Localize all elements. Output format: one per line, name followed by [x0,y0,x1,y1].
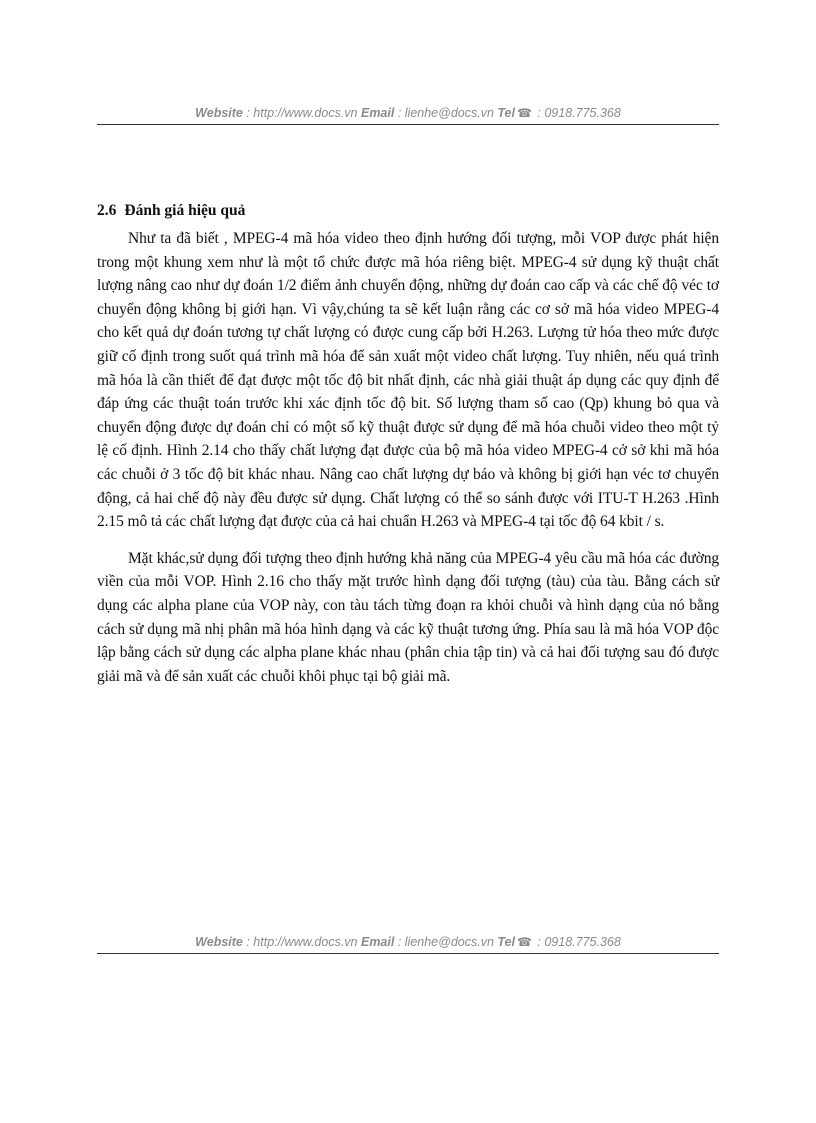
footer-tel-value: : 0918.775.368 [533,935,621,949]
tel-label: Tel [497,106,515,120]
website-link[interactable]: : http://www.docs.vn [242,106,361,120]
website-label: Website [195,106,243,120]
footer-phone-icon: ☎ [516,935,532,949]
footer-email-link[interactable]: : lienhe@docs.vn [394,935,498,949]
email-link[interactable]: : lienhe@docs.vn [394,106,498,120]
paragraph-2: Mặt khác,sử dụng đối tượng theo định hướng khả năng của MPEG-4 yêu cầu mã hóa các đường viền của mỗi VOP. Hình 2.16 cho thấy mặt trước hình dạng đối tượng (tàu) của tàu. Bằng cách sử dụng các alpha plane của VOP này, con tàu tách từng đoạn ra khỏi chuỗi và hình dạng của nó bằng cách sử dụng mã nhị phân mã hóa hình dạng và các kỹ thuật tương ứng. Phía sau là mã hóa VOP độc lập bằng cách sử dụng các alpha plane khác nhau (phân chia tập tin) và cả hai đối tượng sau đó được giải mã và để sản xuất các chuỗi khôi phục tại bộ giải mã. [97,549,719,685]
phone-icon: ☎ [516,106,532,120]
section-number: 2.6 [97,202,117,219]
page-footer [97,935,719,949]
header-divider [97,124,719,125]
footer-email-label: Email [360,935,395,949]
email-label: Email [360,106,395,120]
page-header [97,106,719,120]
footer-website-link[interactable]: : http://www.docs.vn [242,935,361,949]
footer-divider [97,953,719,954]
document-body [97,199,719,688]
section-heading [97,199,719,223]
footer-website-label: Website [195,935,243,949]
footer-tel-label: Tel [497,935,515,949]
paragraph-1: Như ta đã biết , MPEG-4 mã hóa video theo định hướng đối tượng, mỗi VOP được phát hiện trong một khung xem như là một tổ chức được mã hóa riêng biệt. MPEG-4 sử dụng kỹ thuật chất lượng nâng cao như dự đoán 1/2 điểm ảnh chuyển động, những dự đoán cao cấp và các chế độ véc tơ chuyển động không bị giới hạn. Vì vậy,chúng ta sẽ kết luận rằng các cơ sở mã hóa video MPEG-4 cho kết quả dự đoán tương tự chất lượng có được cung cấp bởi H.263. Lượng tử hóa theo mức được giữ cố định trong suốt quá trình mã hóa để sản xuất một video chất lượng. Tuy nhiên, nếu quá trình mã hóa là cần thiết để đạt được một tốc độ bit nhất định, các nhà giải thuật áp dụng các quy định để đáp ứng các thuật toán trước khi xác định tốc độ bit. Số lượng tham số cao (Qp) khung bỏ qua và chuyển động được dự đoán chỉ có một số kỹ thuật được sử dụng để mã hóa chuỗi video theo một tỷ lệ cố định. Hình 2.14 cho thấy chất lượng đạt được của bộ mã hóa video MPEG-4 cở sở khi mã hóa các chuỗi ở 3 tốc độ bit khác nhau. Nâng cao chất lượng dự báo và không bị giới hạn véc tơ chuyển động, cả hai chế độ này đều được sử dụng. Chất lượng có thể so sánh được với ITU-T H.263 .Hình 2.15 mô tả các chất lượng đạt được của cả hai chuẩn H.263 và MPEG-4 tại tốc độ 64 kbit / s. [97,230,719,531]
section-title: Đánh giá hiệu quả [124,202,246,219]
tel-value: : 0918.775.368 [533,106,621,120]
